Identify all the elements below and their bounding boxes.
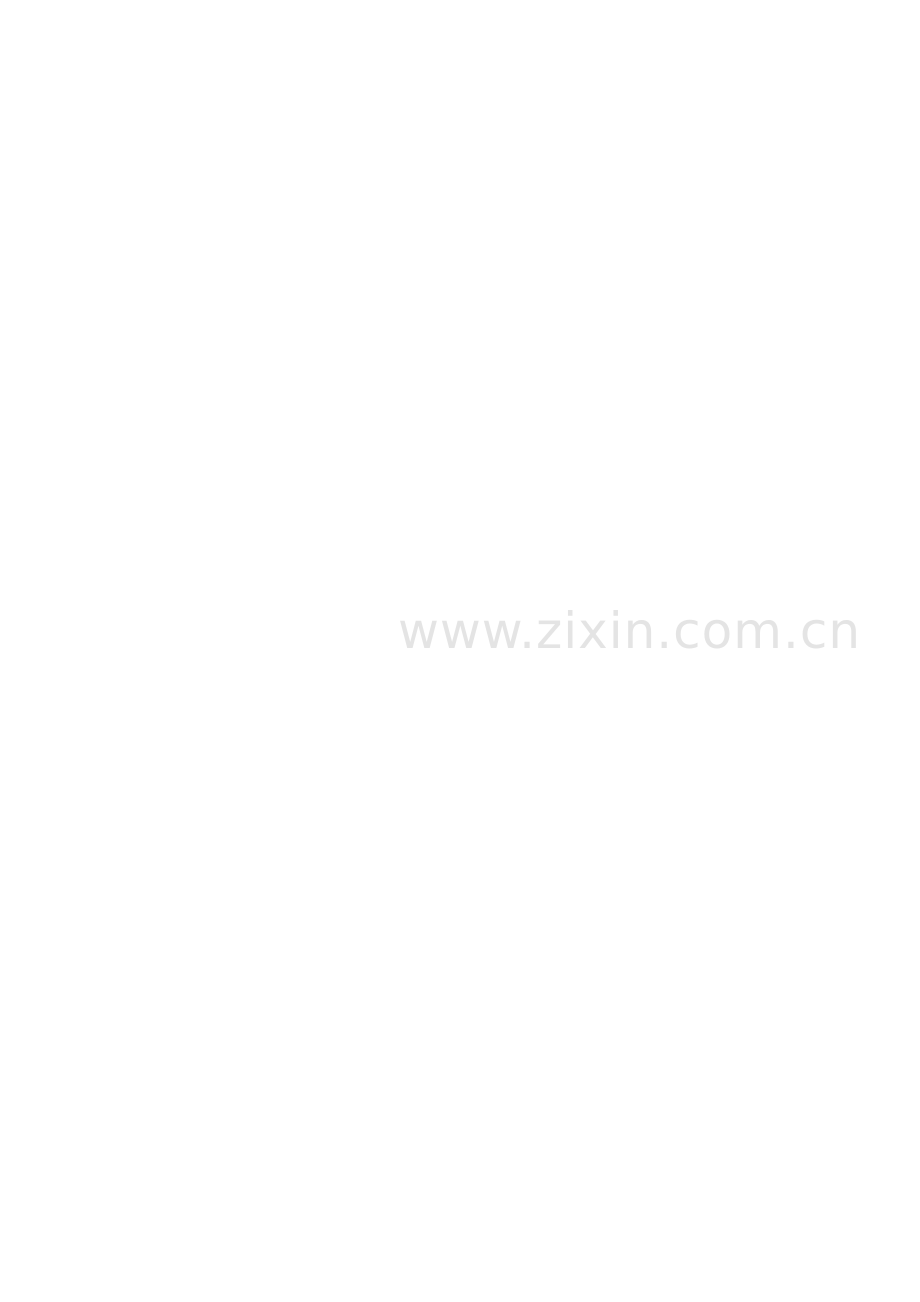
question-line xyxy=(176,941,790,971)
question-line xyxy=(176,1037,790,1067)
question-line xyxy=(176,170,790,200)
option-line xyxy=(176,700,790,730)
option-line xyxy=(176,989,790,1019)
option-line-continued xyxy=(139,1134,790,1164)
option-line xyxy=(176,122,790,152)
option-line xyxy=(176,555,790,585)
question-line xyxy=(176,266,790,296)
question-line xyxy=(176,364,782,394)
option-line xyxy=(176,893,782,923)
option-line xyxy=(176,796,790,826)
option-line xyxy=(176,748,790,778)
question-line xyxy=(176,603,790,633)
question-line-continued xyxy=(139,411,790,441)
option-line xyxy=(176,459,790,489)
option-line xyxy=(176,1086,782,1116)
question-line xyxy=(176,844,790,874)
question-line xyxy=(176,507,790,537)
option-line xyxy=(176,315,790,345)
watermark: www.zixin.com.cn xyxy=(398,602,862,660)
option-line xyxy=(176,219,782,249)
option-line xyxy=(176,651,790,681)
